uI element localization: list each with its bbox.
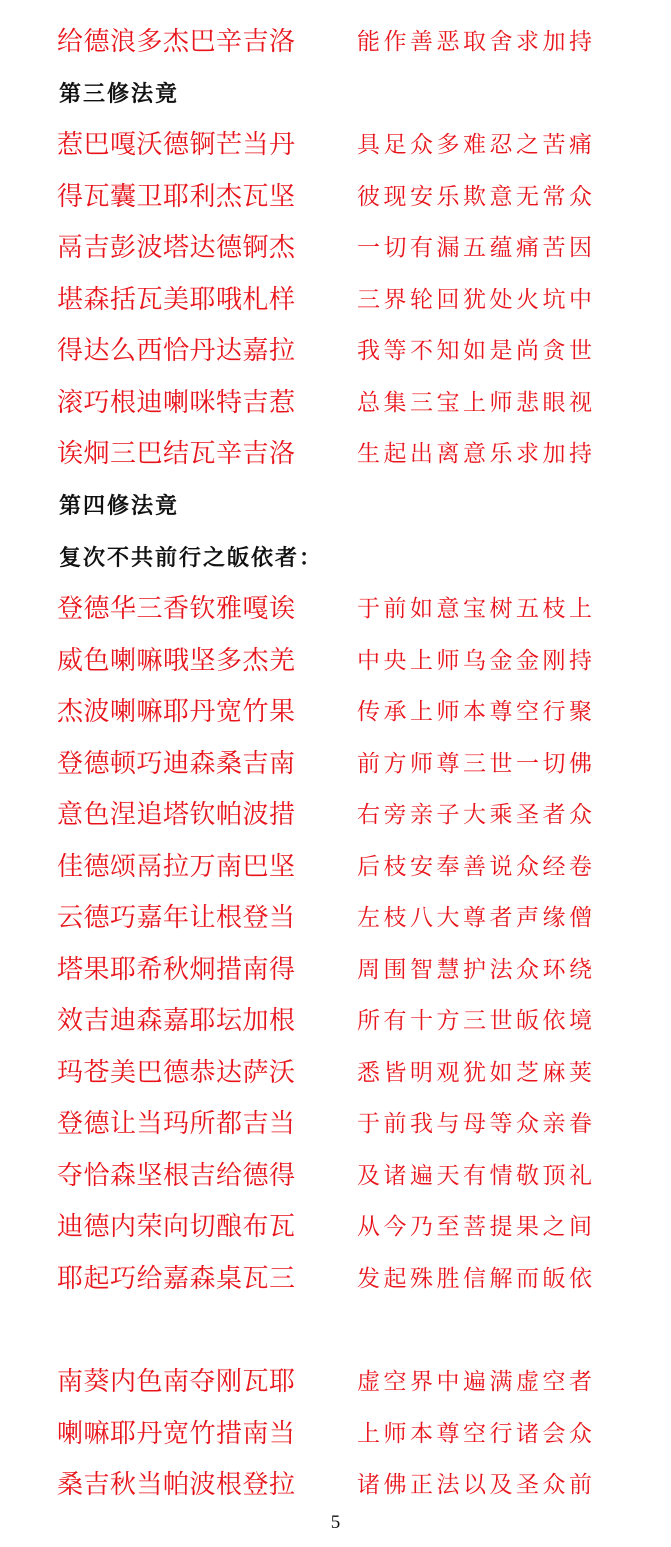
verse-row <box>0 741 671 787</box>
verse-translation: 上师本尊空行诸会众 <box>357 1421 596 1447</box>
verse-row <box>0 792 671 838</box>
verse-translation: 周围智慧护法众环绕 <box>357 957 596 983</box>
verse-translation: 于前我与母等众亲眷 <box>357 1111 596 1137</box>
verse-row <box>0 689 671 735</box>
verse-transliteration: 南葵内色南夺刚瓦耶 <box>57 1367 296 1397</box>
verse-translation: 中央上师乌金金刚持 <box>357 648 596 674</box>
verse-translation: 彼现安乐欺意无常众 <box>357 184 596 210</box>
verse-row <box>0 1256 671 1302</box>
verse-row <box>0 328 671 374</box>
verse-row <box>0 277 671 323</box>
section-heading-3: 第三修法竟 <box>59 81 180 107</box>
verse-transliteration: 诶炯三巴结瓦辛吉洛 <box>57 439 296 469</box>
verse-translation: 一切有漏五蕴痛苦因 <box>357 235 596 261</box>
verse-transliteration: 佳德颂鬲拉万南巴坚 <box>57 852 296 882</box>
section-intro: 复次不共前行之皈依者： <box>59 545 324 571</box>
verse-row <box>0 1462 671 1508</box>
verse-row <box>0 895 671 941</box>
verse-transliteration: 杰波喇嘛耶丹宽竹果 <box>57 697 296 727</box>
verse-row <box>0 586 671 632</box>
verse-transliteration: 桑吉秋当帕波根登拉 <box>57 1470 296 1500</box>
verse-translation: 总集三宝上师悲眼视 <box>357 390 596 416</box>
verse-row <box>0 431 671 477</box>
verse-row <box>0 947 671 993</box>
verse-transliteration: 玛苍美巴德恭达萨沃 <box>57 1058 296 1088</box>
verse-transliteration: 得达么西恰丹达嘉拉 <box>57 336 296 366</box>
verse-row <box>0 225 671 271</box>
verse-translation: 发起殊胜信解而皈依 <box>357 1266 596 1292</box>
verse-transliteration: 给德浪多杰巴辛吉洛 <box>57 27 296 57</box>
verse-row <box>0 1153 671 1199</box>
verse-transliteration: 迪德内荣向切酿布瓦 <box>57 1212 296 1242</box>
verse-transliteration: 登德华三香钦雅嘎诶 <box>57 594 296 624</box>
section-heading-4: 第四修法竟 <box>59 493 180 519</box>
verse-translation: 能作善恶取舍求加持 <box>357 29 596 55</box>
verse-translation: 右旁亲子大乘圣者众 <box>357 802 596 828</box>
verse-transliteration: 登德让当玛所都吉当 <box>57 1109 296 1139</box>
verse-translation: 三界轮回犹处火坑中 <box>357 287 596 313</box>
verse-translation: 于前如意宝树五枝上 <box>357 596 596 622</box>
page-number: 5 <box>330 1512 341 1533</box>
verse-transliteration: 堪森括瓦美耶哦札样 <box>57 285 296 315</box>
verse-transliteration: 惹巴嘎沃德锕芒当丹 <box>57 130 296 160</box>
verse-translation: 前方师尊三世一切佛 <box>357 751 596 777</box>
verse-translation: 所有十方三世皈依境 <box>357 1008 596 1034</box>
verse-transliteration: 喇嘛耶丹宽竹措南当 <box>57 1419 296 1449</box>
verse-translation: 悉皆明观犹如芝麻荚 <box>357 1060 596 1086</box>
verse-translation: 我等不知如是尚贪世 <box>357 338 596 364</box>
verse-transliteration: 云德巧嘉年让根登当 <box>57 903 296 933</box>
verse-translation: 虚空界中遍满虚空者 <box>357 1369 596 1395</box>
verse-row <box>0 1204 671 1250</box>
verse-translation: 诸佛正法以及圣众前 <box>357 1472 596 1498</box>
verse-transliteration: 耶起巧给嘉森桌瓦三 <box>57 1264 296 1294</box>
verse-translation: 从今乃至菩提果之间 <box>357 1214 596 1240</box>
verse-transliteration: 塔果耶希秋炯措南得 <box>57 955 296 985</box>
verse-translation: 传承上师本尊空行聚 <box>357 699 596 725</box>
verse-transliteration: 夺恰森坚根吉给德得 <box>57 1161 296 1191</box>
verse-row <box>0 1101 671 1147</box>
verse-transliteration: 鬲吉彭波塔达德锕杰 <box>57 233 296 263</box>
verse-row <box>0 1050 671 1096</box>
verse-row <box>0 998 671 1044</box>
verse-translation: 后枝安奉善说众经卷 <box>357 854 596 880</box>
verse-row <box>0 1359 671 1405</box>
verse-row <box>0 844 671 890</box>
verse-row <box>0 174 671 220</box>
verse-transliteration: 登德顿巧迪森桑吉南 <box>57 749 296 779</box>
verse-translation: 具足众多难忍之苦痛 <box>357 132 596 158</box>
verse-row <box>0 122 671 168</box>
verse-transliteration: 意色涅追塔钦帕波措 <box>57 800 296 830</box>
verse-row <box>0 380 671 426</box>
verse-translation: 生起出离意乐求加持 <box>357 441 596 467</box>
verse-row <box>0 19 671 65</box>
verse-transliteration: 滚巧根迪喇咪特吉惹 <box>57 388 296 418</box>
verse-translation: 左枝八大尊者声缘僧 <box>357 905 596 931</box>
verse-transliteration: 威色喇嘛哦坚多杰羌 <box>57 646 296 676</box>
verse-translation: 及诸遍天有情敬顶礼 <box>357 1163 596 1189</box>
verse-row <box>0 638 671 684</box>
verse-transliteration: 效吉迪森嘉耶坛加根 <box>57 1006 296 1036</box>
verse-transliteration: 得瓦囊卫耶利杰瓦坚 <box>57 182 296 212</box>
verse-row <box>0 1411 671 1457</box>
